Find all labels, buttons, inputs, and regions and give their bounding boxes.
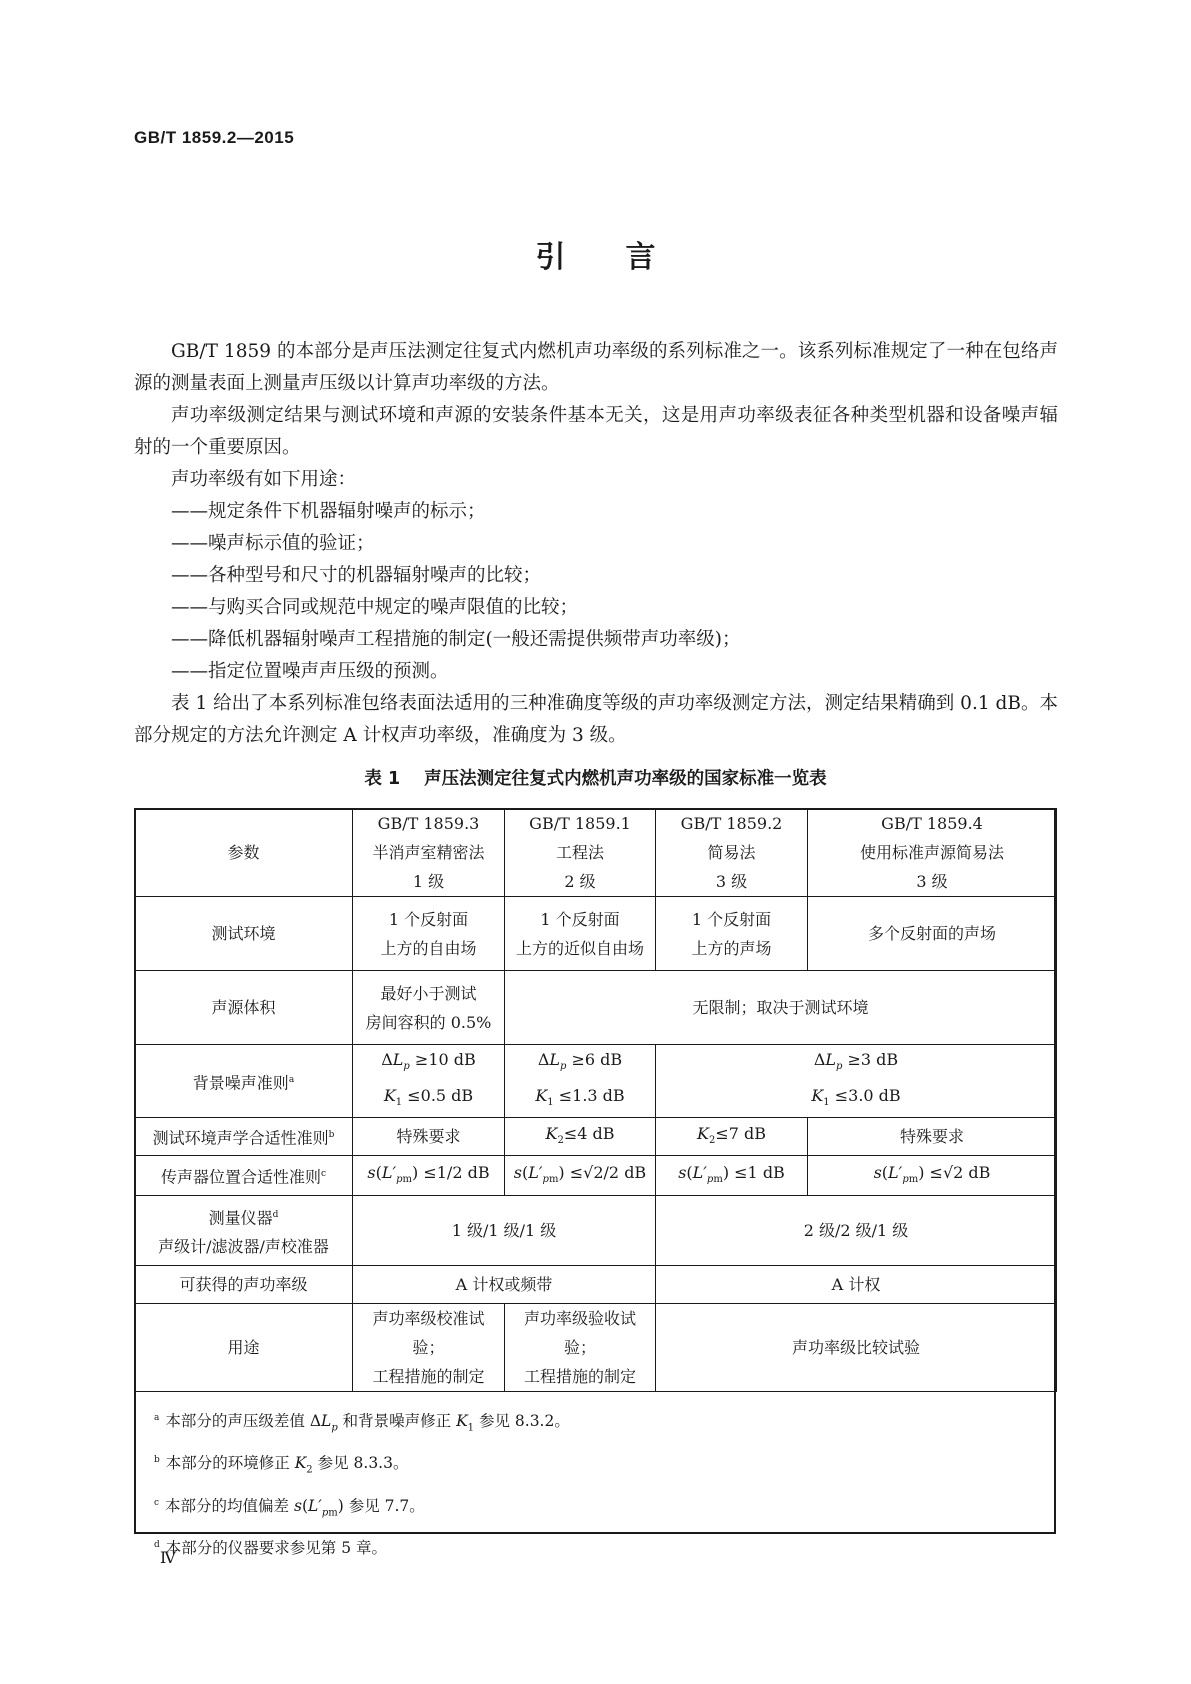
- row-label: [135, 1156, 353, 1196]
- note-text: 参见 7.7。: [343, 1496, 425, 1515]
- cell-line: 工程措施的制定: [372, 1367, 485, 1387]
- row-label: 测试环境: [135, 897, 353, 971]
- cell-line: 1 个反射面: [388, 909, 469, 929]
- cell-line: 声功率级校准试验；: [372, 1309, 485, 1358]
- note-text: 本部分的声压级差值: [165, 1412, 310, 1431]
- table-cell: A 计权: [656, 1266, 1057, 1304]
- row-label: [135, 1118, 353, 1156]
- cell-line: 上方的声场: [691, 938, 772, 958]
- table-cell: $s(L'_{pm}) \le 1/2$ dB: [353, 1156, 505, 1196]
- table-note: $^c$ 本部分的均值偏差 $s(L'_{pm})$ 参见 7.7。: [154, 1496, 425, 1518]
- table-notes: [154, 1402, 570, 1565]
- page-number: Ⅳ: [160, 1548, 176, 1567]
- value: ≤√2 dB: [929, 1162, 991, 1182]
- table-cell: [353, 1045, 505, 1118]
- paragraph: 声功率级测定结果与测试环境和声源的安装条件基本无关，这是用声功率级表征各种类型机器和设备噪声辐射的一个重要原因。: [134, 405, 1058, 458]
- cell-line: $\Delta L_p \ge 10$ dB: [381, 1050, 476, 1073]
- paragraph: 表 1 给出了本系列标准包络表面法适用的三种准确度等级的声功率级测定方法，测定结果精确到 0.1 dB。本部分规定的方法允许测定 A 计权声功率级，准确度为 3 级。: [134, 693, 1058, 746]
- cell-line: 最好小于测试: [380, 983, 477, 1003]
- dash-item: ——指定位置噪声声压级的预测。: [171, 661, 449, 682]
- table-cell: [353, 971, 505, 1045]
- note-text: 和背景噪声修正: [337, 1412, 457, 1431]
- table-note: [154, 1529, 570, 1565]
- note-text: 本部分的均值偏差: [165, 1496, 294, 1515]
- cell-line: $K_1 \le 3.0$ dB: [811, 1086, 901, 1109]
- table-row: [135, 1266, 1057, 1304]
- cell-line: 上方的自由场: [380, 938, 477, 958]
- table-cell: [505, 1304, 656, 1392]
- table-row: [135, 809, 1057, 897]
- paragraph: GB/T 1859 的本部分是声压法测定往复式内燃机声功率级的系列标准之一。该系列标准规定了一种在包络声源的测量表面上测量声压级以计算声功率级的方法。: [134, 341, 1058, 394]
- cell-line: 工程措施的制定: [523, 1367, 636, 1387]
- header-grade: 2 级: [564, 872, 596, 891]
- value: ≥3 dB: [847, 1050, 899, 1069]
- footnote-mark: b: [328, 1130, 335, 1141]
- table-cell: $s(L'_{pm}) \le 1$ dB: [656, 1156, 808, 1196]
- value: ≤0.5 dB: [407, 1086, 474, 1106]
- table-row: [135, 971, 1057, 1045]
- table-row: [135, 897, 1057, 971]
- table-cell: $s(L'_{pm}) \le√2/2$ dB: [505, 1156, 656, 1196]
- table-cell: [505, 897, 656, 971]
- value: ≤7 dB: [715, 1123, 766, 1143]
- footnote-mark: a: [288, 1074, 295, 1085]
- note-text: 本部分的仪器要求参见第 5 章。: [165, 1538, 387, 1557]
- row-label-text: 测试环境声学合适性准则: [152, 1128, 329, 1148]
- value: ≤1 dB: [734, 1162, 785, 1182]
- table-row: [135, 1118, 1057, 1156]
- table-cell: $s(L'_{pm}) \le√2$ dB: [808, 1156, 1057, 1196]
- table-note: $^b$ 本部分的环境修正 $K_2$ 参见 8.3.3。: [154, 1454, 409, 1476]
- cell-line: $\Delta L_p \ge 3$ dB: [813, 1050, 899, 1073]
- standard-number: GB/T 1859.2—2015: [134, 128, 295, 147]
- footnote-mark: c: [154, 1497, 160, 1508]
- header-grade: 3 级: [715, 872, 748, 891]
- table-cell: [656, 897, 808, 971]
- table-note: $^a$ 本部分的声压级差值 $\Delta L_p$ 和背景噪声修正 $K_1$ 参见 8.3.2。: [154, 1412, 570, 1434]
- cell-line: $K_1 \le 1.3$ dB: [535, 1086, 625, 1109]
- table-cell: 2 级/2 级/1 级: [656, 1196, 1057, 1266]
- table-caption-text: 声压法测定往复式内燃机声功率级的国家标准一览表: [424, 769, 827, 789]
- table-row: [135, 1196, 1057, 1266]
- table-row: [135, 1304, 1057, 1392]
- row-label-line: 声级计/滤波器/声校准器: [158, 1237, 329, 1257]
- header-std: GB/T 1859.4: [881, 814, 983, 833]
- header-grade: 1 级: [412, 872, 445, 891]
- cell-line: 1 个反射面: [540, 909, 620, 929]
- dash-item: ——噪声标示值的验证；: [171, 533, 375, 554]
- table-cell: $K_2\le 4$ dB: [505, 1118, 656, 1156]
- header-method: 半消声室精密法: [372, 843, 485, 862]
- dash-item: ——规定条件下机器辐射噪声的标示；: [171, 501, 486, 522]
- cell-line: 1 个反射面: [691, 909, 772, 929]
- standards-table: [134, 808, 1057, 1392]
- note-text: 本部分的环境修正: [165, 1454, 295, 1473]
- note-text: 参见 8.3.2。: [474, 1412, 570, 1431]
- value: ≤√2/2 dB: [569, 1162, 647, 1182]
- row-label: [135, 1196, 353, 1266]
- table-cell: 多个反射面的声场: [808, 897, 1057, 971]
- value: ≤4 dB: [563, 1123, 615, 1143]
- value: ≤1/2 dB: [423, 1162, 490, 1182]
- header-param: 参数: [135, 809, 353, 897]
- table-cell: [353, 897, 505, 971]
- table-number: 表 1: [364, 769, 401, 789]
- paragraph: 声功率级有如下用途：: [171, 469, 357, 490]
- cell-line: $\Delta L_p \ge 6$ dB: [537, 1050, 623, 1073]
- value: ≥10 dB: [414, 1050, 476, 1069]
- row-label-text: 背景噪声准则: [192, 1072, 289, 1092]
- note-text: 参见 8.3.3。: [312, 1454, 409, 1473]
- table-cell: [353, 1304, 505, 1392]
- table-cell: 无限制；取决于测试环境: [505, 971, 1057, 1045]
- table-row: [135, 1045, 1057, 1118]
- row-label: 用途: [135, 1304, 353, 1392]
- page-title: 引言: [535, 240, 716, 275]
- header-method: 使用标准声源简易法: [859, 843, 1004, 862]
- introduction-body: [134, 336, 1058, 752]
- row-label: [135, 1045, 353, 1118]
- footnote-mark: c: [320, 1169, 327, 1180]
- table-cell: 特殊要求: [808, 1118, 1057, 1156]
- dash-item: ——各种型号和尺寸的机器辐射噪声的比较；: [171, 565, 542, 586]
- header-col: [353, 809, 505, 897]
- table-cell: 特殊要求: [353, 1118, 505, 1156]
- dash-item: ——降低机器辐射噪声工程措施的制定(一般还需提供频带声功率级)；: [171, 629, 741, 650]
- footnote-mark: a: [154, 1413, 160, 1423]
- cell-line: 房间容积的 0.5%: [365, 1012, 492, 1032]
- footnote-mark: d: [272, 1209, 279, 1220]
- header-col: [656, 809, 808, 897]
- value: ≤3.0 dB: [834, 1086, 901, 1106]
- footnote-mark: b: [154, 1455, 160, 1466]
- row-label: 可获得的声功率级: [135, 1266, 353, 1304]
- header-col: [808, 809, 1057, 897]
- header-std: GB/T 1859.2: [680, 814, 783, 833]
- table-caption: [0, 765, 1191, 790]
- table-cell: A 计权或频带: [353, 1266, 656, 1304]
- header-method: 简易法: [707, 843, 756, 862]
- row-label-line: [139, 1201, 348, 1232]
- table-row: [135, 1156, 1057, 1196]
- table-cell: $K_2\le 7$ dB: [656, 1118, 808, 1156]
- value: ≥6 dB: [571, 1050, 623, 1069]
- cell-line: 声功率级验收试验；: [523, 1309, 636, 1358]
- header-grade: 3 级: [916, 872, 948, 891]
- table-cell: 声功率级比较试验: [656, 1304, 1057, 1392]
- cell-line: $K_1 \le 0.5$ dB: [383, 1086, 474, 1109]
- cell-line: 上方的近似自由场: [515, 938, 644, 958]
- header-col: [505, 809, 656, 897]
- row-label-text: 测量仪器: [208, 1208, 273, 1228]
- dash-item: ——与购买合同或规范中规定的噪声限值的比较；: [171, 597, 579, 618]
- table-cell: [656, 1045, 1057, 1118]
- header-std: GB/T 1859.1: [529, 814, 631, 833]
- header-method: 工程法: [555, 843, 604, 862]
- footnote-mark: d: [154, 1539, 160, 1550]
- table-cell: [505, 1045, 656, 1118]
- table-cell: 1 级/1 级/1 级: [353, 1196, 656, 1266]
- header-std: GB/T 1859.3: [377, 814, 480, 833]
- value: ≤1.3 dB: [558, 1086, 625, 1106]
- row-label-text: 传声器位置合适性准则: [160, 1167, 321, 1187]
- row-label: 声源体积: [135, 971, 353, 1045]
